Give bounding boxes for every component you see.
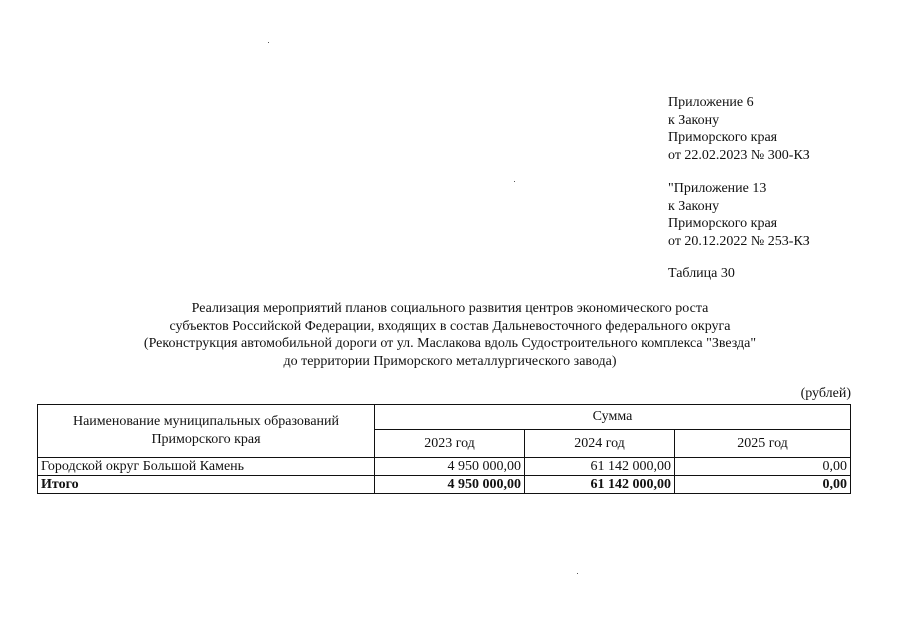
total-label: Итого — [38, 476, 375, 494]
appendix-amended-region: Приморского края — [668, 216, 778, 231]
appendix-current-law: к Закону — [668, 112, 720, 128]
header-year-2025: 2025 год — [675, 430, 851, 458]
document-title — [60, 300, 840, 370]
appendix-amended-block — [668, 180, 810, 250]
total-value-2023: 4 950 000,00 — [375, 476, 525, 494]
title-line-3: (Реконструкция автомобильной дороги от ул. Маслакова вдоль Судостроительного комплекса "Звезда" — [143, 336, 757, 351]
title-line-4: до территории Приморского металлургического завода) — [283, 353, 617, 369]
appendix-current-date: от 22.02.2023 № 300-КЗ — [668, 147, 810, 163]
header-year-2023: 2023 год — [375, 430, 525, 458]
table-total-row — [38, 476, 851, 494]
appendix-current-title: Приложение 6 — [668, 95, 754, 110]
total-value-2024: 61 142 000,00 — [525, 476, 675, 494]
row-municipality-name: Городской округ Большой Камень — [38, 458, 375, 476]
appendix-amended-law: к Закону — [668, 198, 720, 214]
row-value-2023: 4 950 000,00 — [375, 458, 525, 476]
scan-speck — [514, 181, 515, 182]
scan-speck — [268, 42, 269, 43]
table-number: Таблица 30 — [668, 266, 735, 281]
total-value-2025: 0,00 — [675, 476, 851, 494]
table-row — [38, 458, 851, 476]
budget-table — [37, 404, 851, 494]
header-municipality: Наименование муниципальных образований Приморского края — [38, 405, 375, 458]
table-header-row — [38, 405, 851, 430]
appendix-current-block — [668, 94, 810, 164]
appendix-current-region: Приморского края — [668, 130, 778, 145]
appendix-amended-date: от 20.12.2022 № 253-КЗ — [668, 233, 810, 249]
title-line-2: субъектов Российской Федерации, входящих в состав Дальневосточного федерального округа — [169, 318, 731, 334]
title-line-1: Реализация мероприятий планов социального развития центров экономического роста — [191, 301, 709, 316]
units-label: (рублей) — [800, 386, 851, 401]
row-value-2024: 61 142 000,00 — [525, 458, 675, 476]
header-year-2024: 2024 год — [525, 430, 675, 458]
header-sum: Сумма — [375, 405, 851, 430]
appendix-amended-title: "Приложение 13 — [668, 181, 767, 196]
row-value-2025: 0,00 — [675, 458, 851, 476]
scan-speck — [577, 573, 578, 574]
